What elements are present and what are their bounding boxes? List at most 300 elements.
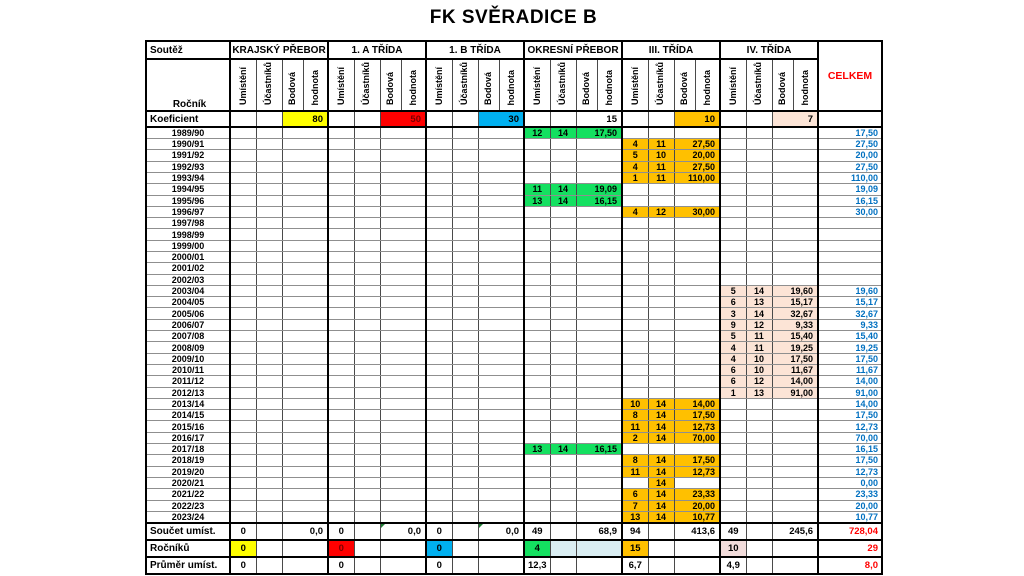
hodnota-cell[interactable] <box>772 455 818 466</box>
year-cell[interactable]: 2016/17 <box>146 432 230 443</box>
hodnota-cell[interactable] <box>380 274 426 285</box>
hodnota-cell[interactable] <box>478 206 524 217</box>
hodnota-cell[interactable] <box>674 127 720 139</box>
hodnota-cell[interactable] <box>478 500 524 511</box>
ucastniku-sum-cell[interactable] <box>550 523 576 540</box>
ucastniku-cell[interactable] <box>452 172 478 183</box>
ucastniku-cell[interactable] <box>354 206 380 217</box>
hodnota-cell[interactable] <box>576 342 622 353</box>
hodnota-cell[interactable] <box>674 218 720 229</box>
ucastniku-sum-cell[interactable] <box>256 523 282 540</box>
celkem-cell[interactable]: 23,33 <box>818 489 882 500</box>
umisteni-cell[interactable]: 13 <box>524 195 550 206</box>
hodnota-cell[interactable] <box>478 127 524 139</box>
ucastniku-cell[interactable] <box>256 331 282 342</box>
year-cell[interactable]: 2010/11 <box>146 364 230 375</box>
celkem-cell[interactable] <box>818 218 882 229</box>
ucastniku-cell[interactable] <box>354 353 380 364</box>
hodnota-cell[interactable] <box>772 195 818 206</box>
hodnota-cell[interactable] <box>674 353 720 364</box>
ucastniku-cell[interactable] <box>648 540 674 557</box>
hodnota-cell[interactable]: 11,67 <box>772 364 818 375</box>
hodnota-cell[interactable] <box>772 251 818 262</box>
hodnota-cell[interactable] <box>478 319 524 330</box>
umisteni-cell[interactable] <box>622 331 648 342</box>
hodnota-cell[interactable] <box>576 364 622 375</box>
ucastniku-cell[interactable] <box>354 308 380 319</box>
hodnota-cell[interactable] <box>478 150 524 161</box>
celkem-cell[interactable] <box>818 240 882 251</box>
umisteni-cell[interactable] <box>720 111 746 127</box>
umisteni-cell[interactable] <box>622 297 648 308</box>
ucastniku-cell[interactable] <box>452 274 478 285</box>
hodnota-cell[interactable] <box>478 251 524 262</box>
hodnota-cell[interactable] <box>478 432 524 443</box>
ucastniku-cell[interactable] <box>648 184 674 195</box>
hodnota-cell[interactable] <box>478 511 524 523</box>
ucastniku-cell[interactable]: 13 <box>746 387 772 398</box>
umisteni-cell[interactable] <box>622 364 648 375</box>
umisteni-cell[interactable]: 12 <box>524 127 550 139</box>
year-cell[interactable]: 2004/05 <box>146 297 230 308</box>
umisteni-cell[interactable] <box>230 218 256 229</box>
umisteni-cell[interactable] <box>230 466 256 477</box>
ucastniku-cell[interactable] <box>452 297 478 308</box>
year-cell[interactable]: 2002/03 <box>146 274 230 285</box>
hodnota-cell[interactable] <box>380 263 426 274</box>
ucastniku-cell[interactable] <box>354 297 380 308</box>
ucastniku-cell[interactable] <box>746 444 772 455</box>
year-cell[interactable]: 1990/91 <box>146 139 230 150</box>
umisteni-cell[interactable] <box>426 410 452 421</box>
celkem-cell[interactable]: 20,00 <box>818 500 882 511</box>
hodnota-cell[interactable] <box>282 240 328 251</box>
celkem-cell[interactable] <box>818 274 882 285</box>
umisteni-cell[interactable]: 6 <box>720 364 746 375</box>
ucastniku-cell[interactable] <box>452 251 478 262</box>
umisteni-cell[interactable]: 5 <box>720 285 746 296</box>
hodnota-cell[interactable] <box>282 540 328 557</box>
ucastniku-cell[interactable] <box>550 398 576 409</box>
hodnota-cell[interactable] <box>380 557 426 574</box>
umisteni-cell[interactable] <box>524 489 550 500</box>
ucastniku-cell[interactable] <box>550 466 576 477</box>
ucastniku-cell[interactable] <box>550 111 576 127</box>
umisteni-cell[interactable] <box>230 111 256 127</box>
hodnota-cell[interactable] <box>380 150 426 161</box>
hodnota-cell[interactable] <box>282 500 328 511</box>
umisteni-cell[interactable] <box>426 421 452 432</box>
umisteni-cell[interactable]: 13 <box>524 444 550 455</box>
hodnota-cell[interactable] <box>282 251 328 262</box>
hodnota-cell[interactable] <box>380 376 426 387</box>
hodnota-cell[interactable] <box>380 421 426 432</box>
hodnota-cell[interactable] <box>282 364 328 375</box>
umisteni-cell[interactable] <box>426 218 452 229</box>
ucastniku-cell[interactable]: 14 <box>648 511 674 523</box>
hodnota-cell[interactable] <box>674 308 720 319</box>
umisteni-cell[interactable] <box>230 195 256 206</box>
hodnota-cell[interactable] <box>282 218 328 229</box>
rocniku-total-cell[interactable]: 29 <box>818 540 882 557</box>
hodnota-cell[interactable] <box>478 557 524 574</box>
umisteni-cell[interactable] <box>622 285 648 296</box>
umisteni-sum-cell[interactable]: 49 <box>720 523 746 540</box>
ucastniku-cell[interactable] <box>452 376 478 387</box>
celkem-cell[interactable]: 32,67 <box>818 308 882 319</box>
umisteni-sum-cell[interactable]: 0 <box>230 523 256 540</box>
year-cell[interactable]: 2021/22 <box>146 489 230 500</box>
hodnota-cell[interactable] <box>576 500 622 511</box>
league-header[interactable]: IV. TŘÍDA <box>720 41 818 59</box>
umisteni-cell[interactable] <box>720 184 746 195</box>
hodnota-cell[interactable] <box>282 308 328 319</box>
ucastniku-cell[interactable] <box>648 127 674 139</box>
ucastniku-cell[interactable] <box>256 274 282 285</box>
hodnota-cell[interactable] <box>478 139 524 150</box>
umisteni-sum-cell[interactable]: 94 <box>622 523 648 540</box>
hodnota-cell[interactable] <box>380 353 426 364</box>
umisteni-cell[interactable] <box>230 308 256 319</box>
year-cell[interactable]: 2001/02 <box>146 263 230 274</box>
ucastniku-cell[interactable] <box>452 500 478 511</box>
celkem-cell[interactable]: 27,50 <box>818 161 882 172</box>
umisteni-cell[interactable]: 4 <box>622 161 648 172</box>
celkem-cell[interactable]: 19,09 <box>818 184 882 195</box>
ucastniku-cell[interactable] <box>550 150 576 161</box>
umisteni-cell[interactable] <box>328 410 354 421</box>
ucastniku-cell[interactable] <box>256 184 282 195</box>
ucastniku-cell[interactable] <box>354 161 380 172</box>
umisteni-cell[interactable] <box>622 477 648 488</box>
hodnota-cell[interactable]: 20,00 <box>674 150 720 161</box>
ucastniku-cell[interactable] <box>256 218 282 229</box>
ucastniku-cell[interactable] <box>256 421 282 432</box>
year-cell[interactable]: 2023/24 <box>146 511 230 523</box>
ucastniku-cell[interactable] <box>648 251 674 262</box>
umisteni-cell[interactable] <box>524 342 550 353</box>
umisteni-cell[interactable] <box>230 477 256 488</box>
hodnota-cell[interactable] <box>772 229 818 240</box>
celkem-header[interactable]: CELKEM <box>818 41 882 111</box>
hodnota-cell[interactable] <box>282 139 328 150</box>
umisteni-cell[interactable] <box>622 444 648 455</box>
hodnota-cell[interactable] <box>772 127 818 139</box>
umisteni-cell[interactable] <box>426 127 452 139</box>
umisteni-cell[interactable] <box>426 444 452 455</box>
umisteni-cell[interactable] <box>622 111 648 127</box>
ucastniku-cell[interactable] <box>648 342 674 353</box>
subcolumn-header[interactable] <box>478 59 499 111</box>
umisteni-cell[interactable] <box>720 195 746 206</box>
year-cell[interactable]: 2008/09 <box>146 342 230 353</box>
ucastniku-cell[interactable] <box>256 342 282 353</box>
hodnota-cell[interactable] <box>380 172 426 183</box>
umisteni-cell[interactable] <box>720 172 746 183</box>
hodnota-cell[interactable] <box>380 251 426 262</box>
celkem-cell[interactable]: 12,73 <box>818 421 882 432</box>
umisteni-cell[interactable] <box>230 376 256 387</box>
koeficient-value-cell[interactable]: 15 <box>576 111 622 127</box>
umisteni-cell[interactable] <box>230 139 256 150</box>
ucastniku-cell[interactable]: 14 <box>648 432 674 443</box>
umisteni-cell[interactable] <box>328 263 354 274</box>
hodnota-cell[interactable] <box>772 161 818 172</box>
hodnota-cell[interactable] <box>282 172 328 183</box>
umisteni-sum-cell[interactable]: 0 <box>328 523 354 540</box>
ucastniku-cell[interactable] <box>746 111 772 127</box>
umisteni-cell[interactable] <box>426 263 452 274</box>
ucastniku-cell[interactable] <box>452 477 478 488</box>
hodnota-cell[interactable] <box>772 557 818 574</box>
umisteni-cell[interactable] <box>328 353 354 364</box>
hodnota-cell[interactable] <box>576 285 622 296</box>
umisteni-cell[interactable] <box>622 387 648 398</box>
ucastniku-cell[interactable] <box>452 511 478 523</box>
umisteni-cell[interactable] <box>328 376 354 387</box>
hodnota-cell[interactable] <box>380 364 426 375</box>
hodnota-cell[interactable] <box>576 410 622 421</box>
ucastniku-cell[interactable] <box>256 511 282 523</box>
umisteni-cell[interactable] <box>328 195 354 206</box>
hodnota-cell[interactable] <box>478 297 524 308</box>
hodnota-cell[interactable]: 27,50 <box>674 161 720 172</box>
ucastniku-cell[interactable] <box>256 489 282 500</box>
ucastniku-cell[interactable] <box>648 557 674 574</box>
umisteni-cell[interactable] <box>622 353 648 364</box>
hodnota-cell[interactable] <box>380 477 426 488</box>
umisteni-cell[interactable] <box>328 150 354 161</box>
ucastniku-sum-cell[interactable] <box>452 523 478 540</box>
umisteni-cell[interactable] <box>524 218 550 229</box>
hodnota-cell[interactable] <box>772 466 818 477</box>
umisteni-cell[interactable] <box>720 251 746 262</box>
hodnota-cell[interactable] <box>380 387 426 398</box>
rocniku-label[interactable]: Ročníků <box>146 540 230 557</box>
hodnota-cell[interactable] <box>576 274 622 285</box>
hodnota-cell[interactable] <box>478 218 524 229</box>
umisteni-cell[interactable] <box>622 319 648 330</box>
ucastniku-cell[interactable] <box>256 285 282 296</box>
umisteni-cell[interactable] <box>230 432 256 443</box>
soutez-label[interactable]: Soutěž <box>146 41 230 59</box>
ucastniku-cell[interactable]: 14 <box>648 410 674 421</box>
hodnota-cell[interactable] <box>282 489 328 500</box>
hodnota-cell[interactable] <box>478 466 524 477</box>
hodnota-cell[interactable]: 27,50 <box>674 139 720 150</box>
league-header[interactable]: 1. B TŘÍDA <box>426 41 524 59</box>
hodnota-cell[interactable]: 14,00 <box>772 376 818 387</box>
ucastniku-cell[interactable] <box>550 172 576 183</box>
hodnota-cell[interactable] <box>478 308 524 319</box>
ucastniku-cell[interactable] <box>354 500 380 511</box>
ucastniku-cell[interactable] <box>550 410 576 421</box>
hodnota-cell[interactable] <box>772 477 818 488</box>
year-cell[interactable]: 2000/01 <box>146 251 230 262</box>
hodnota-cell[interactable] <box>380 540 426 557</box>
ucastniku-cell[interactable] <box>354 376 380 387</box>
hodnota-cell[interactable] <box>674 195 720 206</box>
ucastniku-cell[interactable] <box>746 511 772 523</box>
hodnota-cell[interactable] <box>674 444 720 455</box>
ucastniku-cell[interactable] <box>746 263 772 274</box>
hodnota-cell[interactable] <box>674 376 720 387</box>
subcolumn-header[interactable] <box>793 59 818 111</box>
hodnota-cell[interactable] <box>772 206 818 217</box>
ucastniku-cell[interactable] <box>550 432 576 443</box>
hodnota-cell[interactable] <box>674 364 720 375</box>
ucastniku-cell[interactable] <box>648 218 674 229</box>
umisteni-cell[interactable] <box>426 398 452 409</box>
umisteni-cell[interactable] <box>328 251 354 262</box>
celkem-cell[interactable]: 19,25 <box>818 342 882 353</box>
umisteni-cell[interactable] <box>328 387 354 398</box>
ucastniku-cell[interactable] <box>256 139 282 150</box>
ucastniku-cell[interactable]: 14 <box>648 421 674 432</box>
umisteni-cell[interactable] <box>230 444 256 455</box>
umisteni-cell[interactable] <box>230 331 256 342</box>
umisteni-cell[interactable] <box>426 195 452 206</box>
ucastniku-cell[interactable] <box>550 308 576 319</box>
hodnota-cell[interactable] <box>478 331 524 342</box>
umisteni-cell[interactable] <box>230 127 256 139</box>
umisteni-cell[interactable] <box>622 263 648 274</box>
celkem-cell[interactable]: 9,33 <box>818 319 882 330</box>
umisteni-cell[interactable] <box>426 331 452 342</box>
umisteni-cell[interactable]: 6 <box>720 376 746 387</box>
celkem-cell[interactable]: 27,50 <box>818 139 882 150</box>
hodnota-cell[interactable] <box>674 319 720 330</box>
hodnota-cell[interactable] <box>576 308 622 319</box>
hodnota-cell[interactable] <box>282 285 328 296</box>
hodnota-cell[interactable]: 16,15 <box>576 195 622 206</box>
hodnota-cell[interactable] <box>576 218 622 229</box>
ucastniku-cell[interactable] <box>256 540 282 557</box>
rocniku-count-cell[interactable]: 4 <box>524 540 550 557</box>
umisteni-cell[interactable] <box>622 376 648 387</box>
ucastniku-cell[interactable] <box>452 308 478 319</box>
ucastniku-cell[interactable]: 14 <box>550 184 576 195</box>
ucastniku-cell[interactable] <box>452 432 478 443</box>
hodnota-cell[interactable] <box>674 251 720 262</box>
hodnota-cell[interactable] <box>772 444 818 455</box>
subcolumn-header[interactable] <box>576 59 597 111</box>
hodnota-cell[interactable] <box>576 387 622 398</box>
koeficient-value-cell[interactable]: 80 <box>282 111 328 127</box>
ucastniku-cell[interactable] <box>452 319 478 330</box>
umisteni-cell[interactable] <box>524 376 550 387</box>
year-cell[interactable]: 2011/12 <box>146 376 230 387</box>
ucastniku-cell[interactable] <box>550 455 576 466</box>
ucastniku-cell[interactable] <box>746 489 772 500</box>
hodnota-cell[interactable] <box>576 511 622 523</box>
ucastniku-cell[interactable] <box>648 229 674 240</box>
umisteni-cell[interactable] <box>524 274 550 285</box>
umisteni-cell[interactable]: 6 <box>720 297 746 308</box>
hodnota-cell[interactable] <box>772 218 818 229</box>
hodnota-cell[interactable] <box>282 444 328 455</box>
umisteni-cell[interactable] <box>426 206 452 217</box>
subcolumn-header[interactable] <box>772 59 793 111</box>
koeficient-label[interactable]: Koeficient <box>146 111 230 127</box>
hodnota-cell[interactable]: 12,73 <box>674 421 720 432</box>
koeficient-value-cell[interactable]: 10 <box>674 111 720 127</box>
umisteni-cell[interactable] <box>426 297 452 308</box>
hodnota-cell[interactable] <box>674 387 720 398</box>
hodnota-cell[interactable] <box>380 319 426 330</box>
hodnota-cell[interactable] <box>380 342 426 353</box>
hodnota-cell[interactable] <box>478 263 524 274</box>
year-cell[interactable]: 1996/97 <box>146 206 230 217</box>
hodnota-cell[interactable] <box>478 376 524 387</box>
hodnota-cell[interactable] <box>282 206 328 217</box>
year-cell[interactable]: 1995/96 <box>146 195 230 206</box>
umisteni-cell[interactable] <box>426 161 452 172</box>
subcolumn-header[interactable] <box>720 59 746 111</box>
celkem-cell[interactable]: 16,15 <box>818 444 882 455</box>
subcolumn-header[interactable] <box>648 59 674 111</box>
hodnota-cell[interactable] <box>380 444 426 455</box>
hodnota-cell[interactable] <box>282 263 328 274</box>
umisteni-cell[interactable] <box>328 111 354 127</box>
rocniku-count-cell[interactable]: 0 <box>230 540 256 557</box>
subcolumn-header[interactable] <box>426 59 452 111</box>
hodnota-cell[interactable] <box>576 353 622 364</box>
ucastniku-cell[interactable] <box>746 161 772 172</box>
umisteni-cell[interactable] <box>426 285 452 296</box>
umisteni-cell[interactable]: 7 <box>622 500 648 511</box>
ucastniku-cell[interactable] <box>452 364 478 375</box>
umisteni-cell[interactable] <box>230 285 256 296</box>
ucastniku-cell[interactable] <box>746 172 772 183</box>
ucastniku-cell[interactable] <box>550 206 576 217</box>
umisteni-cell[interactable] <box>622 184 648 195</box>
umisteni-cell[interactable] <box>230 206 256 217</box>
ucastniku-cell[interactable] <box>256 398 282 409</box>
subcolumn-header[interactable] <box>622 59 648 111</box>
hodnota-cell[interactable] <box>478 342 524 353</box>
hodnota-cell[interactable] <box>674 477 720 488</box>
umisteni-cell[interactable] <box>720 263 746 274</box>
umisteni-cell[interactable]: 1 <box>720 387 746 398</box>
subcolumn-header[interactable] <box>499 59 524 111</box>
ucastniku-cell[interactable] <box>452 353 478 364</box>
ucastniku-cell[interactable] <box>746 229 772 240</box>
subcolumn-header[interactable] <box>550 59 576 111</box>
hodnota-cell[interactable] <box>576 139 622 150</box>
umisteni-cell[interactable] <box>524 466 550 477</box>
ucastniku-cell[interactable]: 11 <box>746 331 772 342</box>
ucastniku-cell[interactable] <box>452 331 478 342</box>
ucastniku-cell[interactable] <box>256 319 282 330</box>
celkem-cell[interactable] <box>818 263 882 274</box>
year-cell[interactable]: 2022/23 <box>146 500 230 511</box>
ucastniku-cell[interactable] <box>354 127 380 139</box>
ucastniku-cell[interactable] <box>452 285 478 296</box>
ucastniku-cell[interactable] <box>256 240 282 251</box>
year-cell[interactable]: 2007/08 <box>146 331 230 342</box>
ucastniku-cell[interactable] <box>648 274 674 285</box>
ucastniku-cell[interactable] <box>550 218 576 229</box>
hodnota-cell[interactable] <box>772 489 818 500</box>
ucastniku-sum-cell[interactable] <box>648 523 674 540</box>
umisteni-cell[interactable] <box>328 285 354 296</box>
umisteni-cell[interactable] <box>720 229 746 240</box>
hodnota-cell[interactable] <box>576 319 622 330</box>
hodnota-cell[interactable] <box>380 410 426 421</box>
umisteni-cell[interactable] <box>426 240 452 251</box>
hodnota-cell[interactable] <box>380 195 426 206</box>
